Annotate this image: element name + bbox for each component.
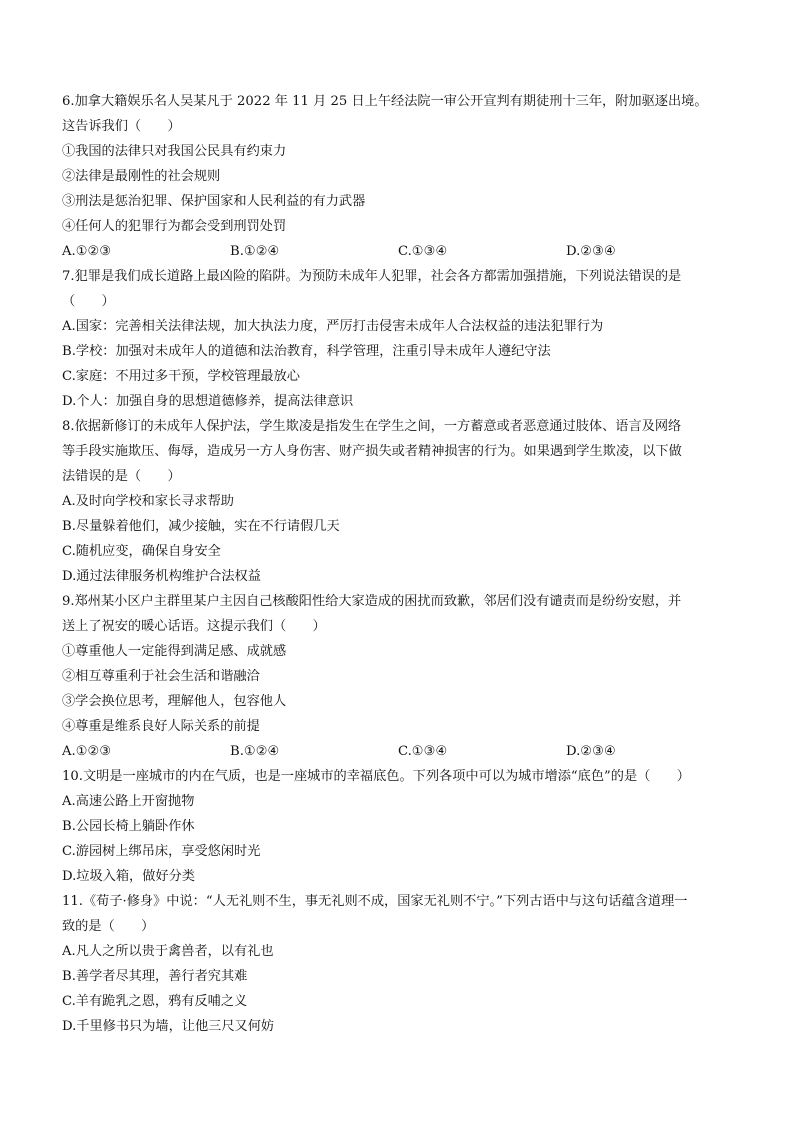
option-c: C.羊有跪乳之恩，鸦有反哺之义 <box>62 994 248 1009</box>
option-a: A.及时向学校和家长寻求帮助 <box>62 494 234 509</box>
choice-d: D.②③④ <box>566 744 616 759</box>
option-b: B.学校：加强对未成年人的道德和法治教育，科学管理，注重引导未成年人遵纪守法 <box>62 344 551 359</box>
option-d: D.千里修书只为墙，让他三尺又何妨 <box>62 1019 275 1034</box>
choice-c: C.①③④ <box>398 744 448 759</box>
option-a: A.高速公路上开窗抛物 <box>62 794 195 809</box>
option-c: C.游园树上绑吊床，享受悠闲时光 <box>62 844 261 859</box>
question-11 <box>62 889 736 1039</box>
question-stem-line: 6.加拿大籍娱乐名人吴某凡于 2022 年 11 月 25 日上午经法院一审公开宣判有期徒刑十三年，附加驱逐出境。 <box>62 94 708 109</box>
option-b: B.尽量躲着他们，减少接触，实在不行请假几天 <box>62 519 340 534</box>
statement: ①尊重他人一定能得到满足感、成就感 <box>62 644 287 659</box>
question-stem-line: 法错误的是（ ） <box>62 469 181 484</box>
question-stem-line: 9.郑州某小区户主群里某户主因自己核酸阳性给大家造成的困扰而致歉，邻居们没有谴责而是纷纷安慰，并 <box>62 594 682 609</box>
question-stem-line: 7.犯罪是我们成长道路上最凶险的陷阱。为预防未成年人犯罪，社会各方都需加强措施，下列说法错误的是 <box>62 269 682 284</box>
option-a: A.凡人之所以贵于禽兽者，以有礼也 <box>62 944 274 959</box>
choice-a: A.①②③ <box>62 244 112 259</box>
question-stem-line: 8.依据新修订的未成年人保护法，学生欺凌是指发生在学生之间，一方蓄意或者恶意通过肢体、语言及网络 <box>62 419 682 434</box>
option-a: A.国家：完善相关法律法规，加大执法力度，严厉打击侵害未成年人合法权益的违法犯罪行为 <box>62 319 604 334</box>
option-d: D.通过法律服务机构维护合法权益 <box>62 569 261 584</box>
question-stem-line: 送上了祝安的暖心话语。这提示我们（ ） <box>62 619 326 634</box>
question-stem-line: 等手段实施欺压、侮辱，造成另一方人身伤害、财产损失或者精神损害的行为。如果遇到学生欺凌，以下做 <box>62 444 682 459</box>
question-9 <box>62 589 736 764</box>
question-8 <box>62 414 736 589</box>
question-stem-line: 这告诉我们（ ） <box>62 119 181 134</box>
choice-c: C.①③④ <box>398 244 448 259</box>
question-10 <box>62 764 736 889</box>
statement: ④任何人的犯罪行为都会受到刑罚处罚 <box>62 219 287 234</box>
choice-row <box>62 239 736 264</box>
option-b: B.善学者尽其理，善行者究其难 <box>62 969 248 984</box>
option-c: C.随机应变，确保自身安全 <box>62 544 221 559</box>
question-7 <box>62 264 736 414</box>
statement: ④尊重是维系良好人际关系的前提 <box>62 719 260 734</box>
question-stem-line: 致的是（ ） <box>62 919 155 934</box>
question-stem-line: （ ） <box>62 294 115 309</box>
question-stem-line: 10.文明是一座城市的内在气质，也是一座城市的幸福底色。下列各项中可以为城市增添“底色”的是（ ） <box>62 769 690 784</box>
option-c: C.家庭：不用过多干预，学校管理最放心 <box>62 369 300 384</box>
statement: ③学会换位思考，理解他人，包容他人 <box>62 694 287 709</box>
statement: ①我国的法律只对我国公民具有约束力 <box>62 144 287 159</box>
question-stem-line: 11.《荀子·修身》中说：“人无礼则不生，事无礼则不成，国家无礼则不宁。”下列古语中与这句话蕴含道理一 <box>62 894 688 909</box>
question-6 <box>62 89 736 264</box>
statement: ③刑法是惩治犯罪、保护国家和人民利益的有力武器 <box>62 194 366 209</box>
choice-d: D.②③④ <box>566 244 616 259</box>
choice-a: A.①②③ <box>62 744 112 759</box>
option-b: B.公园长椅上躺卧作休 <box>62 819 195 834</box>
statement: ②法律是最刚性的社会规则 <box>62 169 221 184</box>
option-d: D.垃圾入箱，做好分类 <box>62 869 195 884</box>
option-d: D.个人：加强自身的思想道德修养，提高法律意识 <box>62 394 354 409</box>
choice-b: B.①②④ <box>230 244 280 259</box>
choice-b: B.①②④ <box>230 744 280 759</box>
choice-row <box>62 739 736 764</box>
statement: ②相互尊重利于社会生活和谐融洽 <box>62 669 260 684</box>
